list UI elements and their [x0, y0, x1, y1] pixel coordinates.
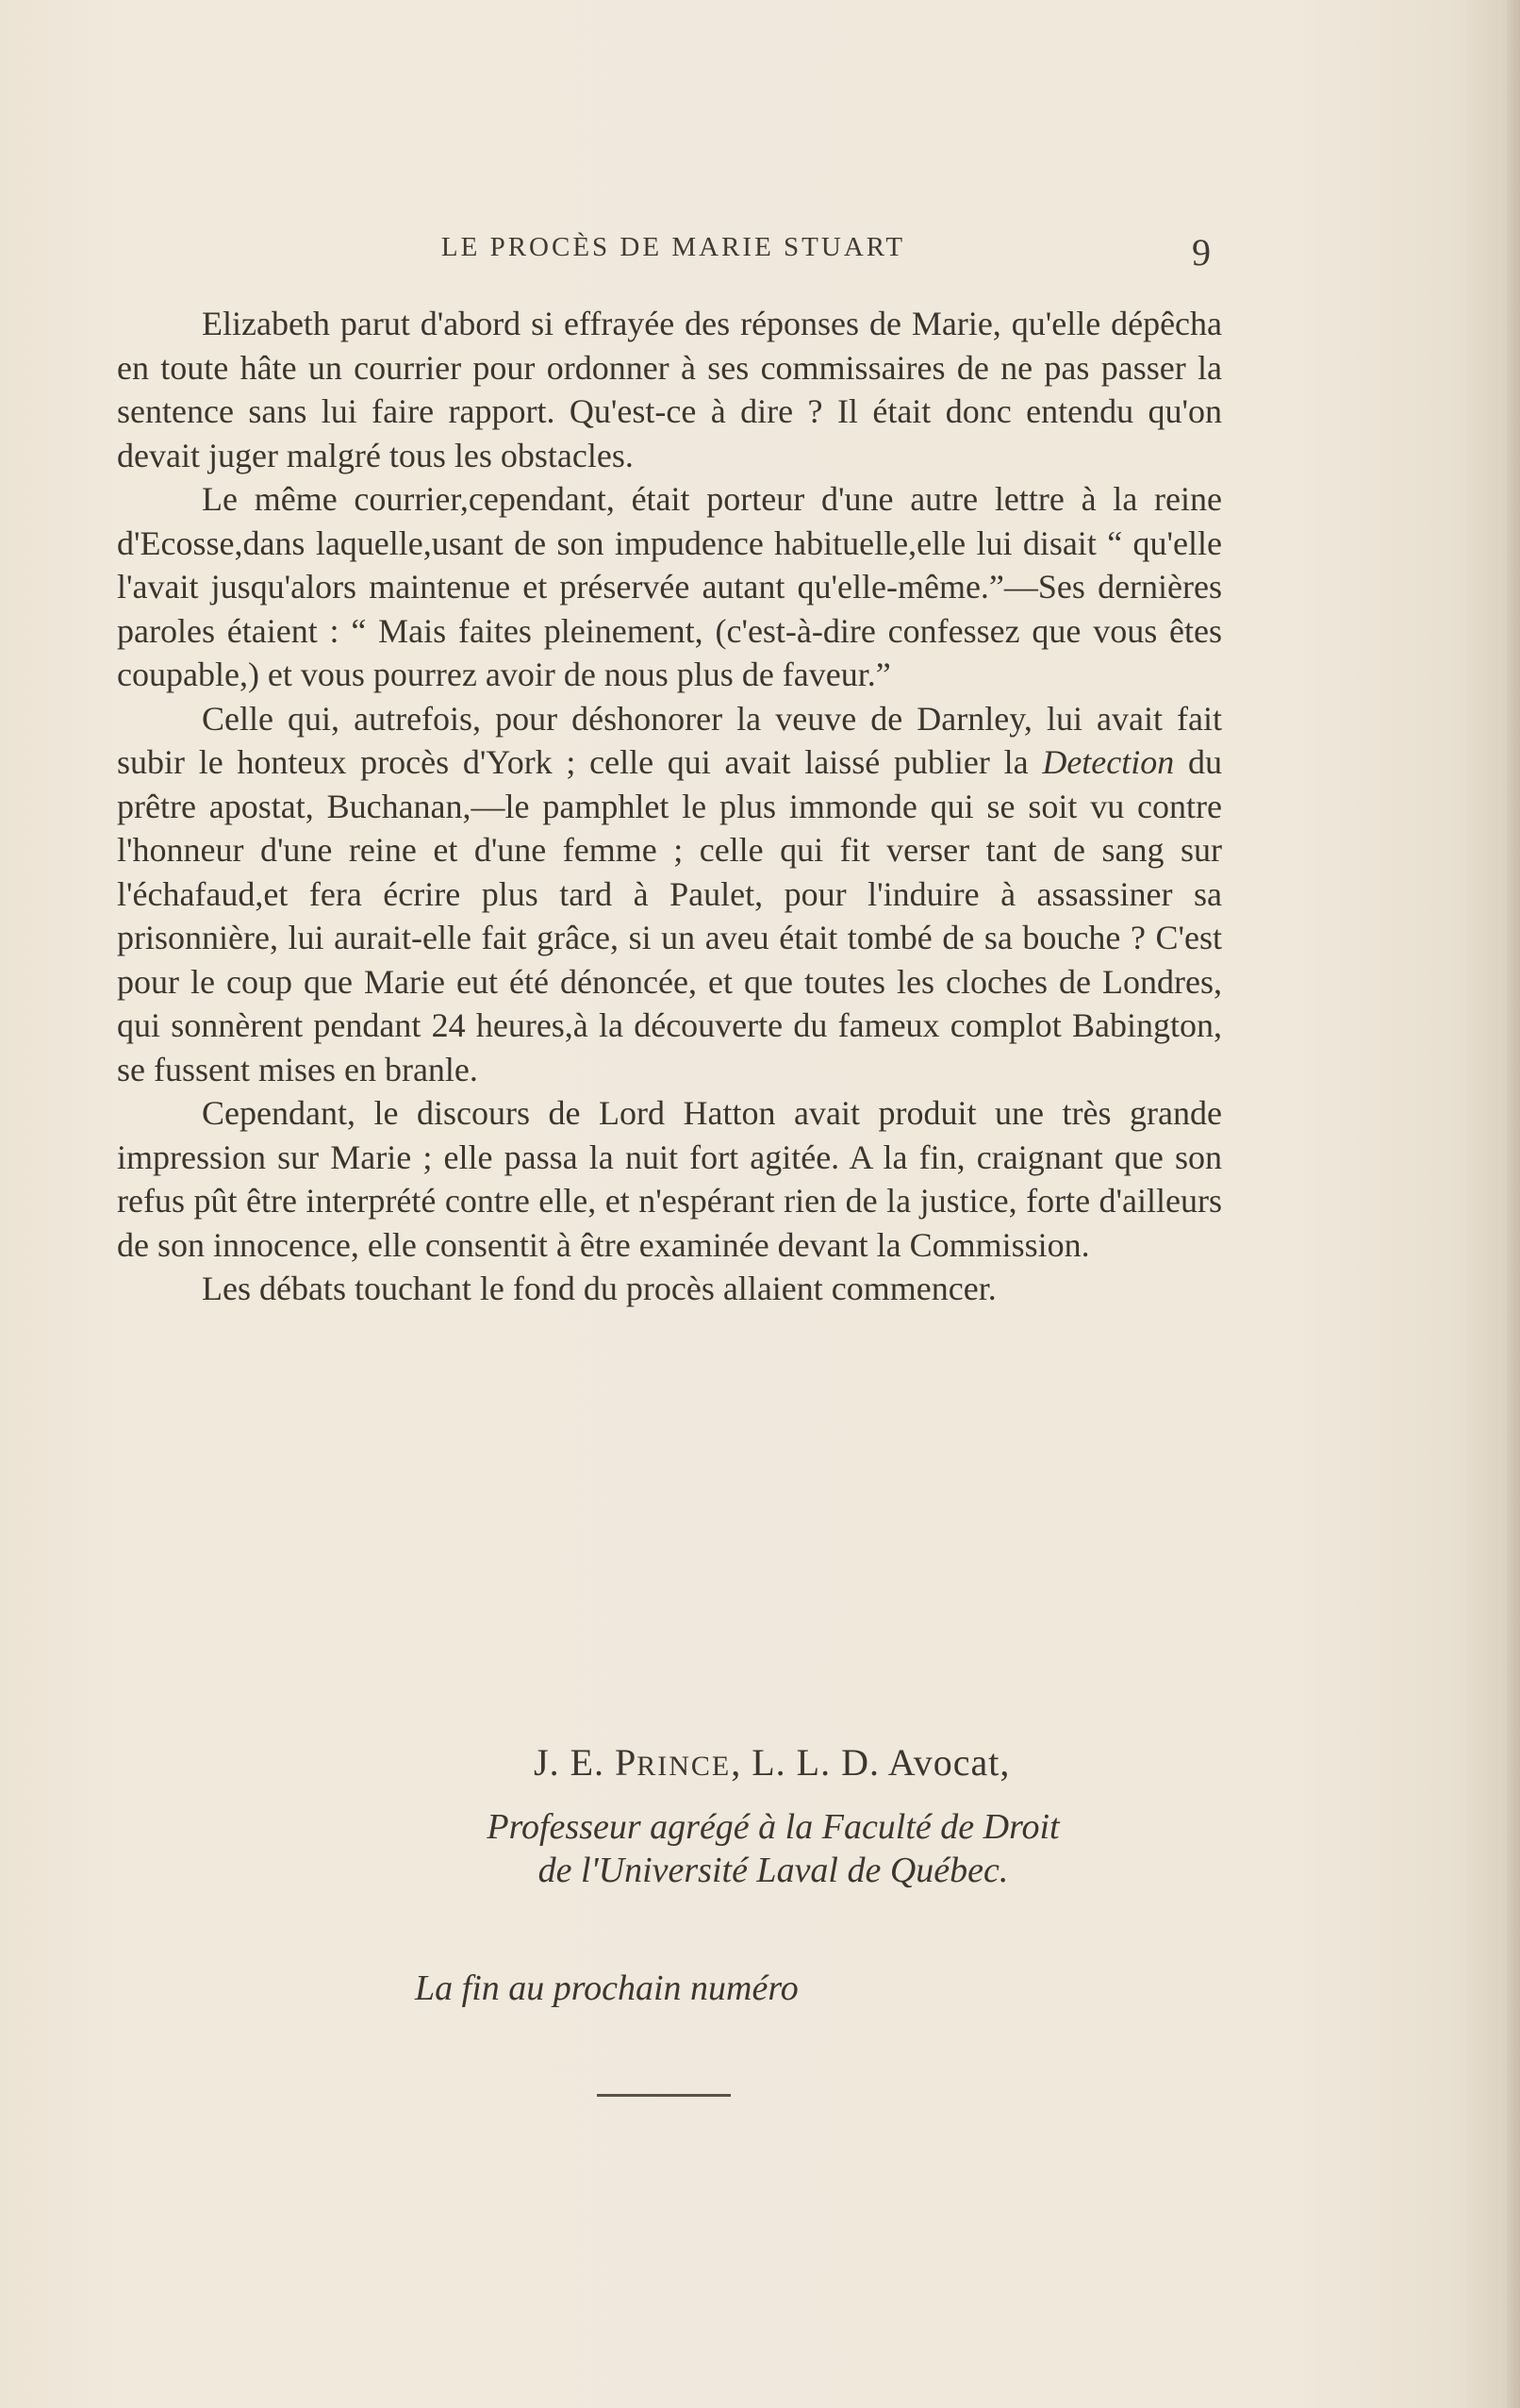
running-head: LE PROCÈS DE MARIE STUART: [440, 232, 906, 262]
article-body: [117, 302, 1222, 1311]
author-signature: [113, 1740, 1218, 1892]
paragraph-1: Elizabeth parut d'abord si effrayée des réponses de Marie, qu'elle dépêcha en toute hâte un courrier pour ordonner à ses commissaires de ne pas passer la sentence sans lui faire rapport. Qu'est-ce à dire ? Il était donc entendu qu'on devait juger malgré tous les obstacles.: [117, 305, 1222, 474]
paragraph-5: Les débats touchant le fond du procès allaient commencer.: [202, 1270, 997, 1307]
closing-note: La fin au prochain numéro: [415, 1968, 799, 2008]
page-edge: [1507, 0, 1520, 2408]
section-divider: [597, 2094, 731, 2097]
author-surname: RINCE: [636, 1751, 732, 1782]
author-title-line-2: de l'Université Laval de Québec.: [537, 1851, 1009, 1890]
paragraph-3-before: Celle qui, autrefois, pour déshonorer la veuve de Darnley, lui avait fait subir le honteux procès d'York ; celle qui avait laissé publier la: [117, 699, 1222, 781]
author-initials: J. E. P: [534, 1741, 637, 1784]
author-credentials: , L. L. D. Avocat,: [731, 1741, 1011, 1784]
paragraph-3: [117, 697, 1222, 1092]
author-title-line-1: Professeur agrégé à la Faculté de Droit: [487, 1807, 1060, 1847]
paragraph-3-after: du prêtre apostat, Buchanan,—le pamphlet le plus immonde qui se soit vu contre l'honneur d'une reine et d'une femme ; celle qui fit verser tant de sang sur l'échafaud,et fera écrire plus tard à Paulet, pour l'induire à assassiner sa prisonnière, lui aurait-elle fait grâce, si un aveu était tombé de sa bouche ? C'est pour le coup que Marie eut été dénoncée, et que toutes les cloches de Londres, qui sonnèrent pendant 24 heures,à la découverte du fameux complot Babington, se fussent mises en branle.: [117, 743, 1223, 1088]
page-number: 9: [1192, 231, 1211, 274]
detection-title: Detection: [1042, 743, 1175, 781]
paragraph-4: Cependant, le discours de Lord Hatton avait produit une très grande impression sur Marie ; elle passa la nuit fort agitée. A la fin, craignant que son refus pût être interprété contre elle, et n'espérant rien de la justice, forte d'ailleurs de son innocence, elle consentit à être examinée devant la Commission.: [117, 1094, 1222, 1264]
author-title: [471, 1805, 1075, 1892]
author-name: [534, 1740, 1218, 1785]
paragraph-2: Le même courrier,cependant, était porteur d'une autre lettre à la reine d'Ecosse,dans laquelle,usant de son impudence habituelle,elle lui disait “ qu'elle l'avait jusqu'alors maintenue et préservée autant qu'elle-même.”—Ses dernières paroles étaient : “ Mais faites pleinement, (c'est-à-dire confessez que vous êtes coupable,) et vous pourrez avoir de nous plus de faveur.”: [117, 480, 1222, 693]
